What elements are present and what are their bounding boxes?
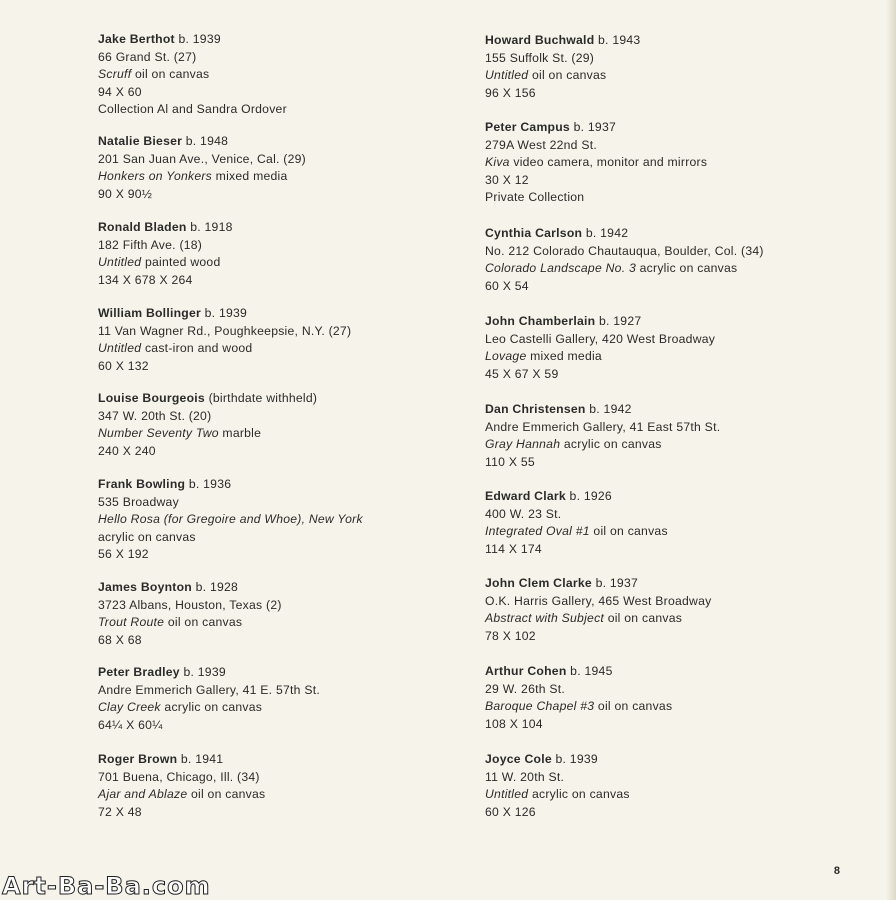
artwork-title: Gray Hannah	[485, 437, 561, 452]
artist-address: No. 212 Colorado Chautauqua, Boulder, Col. (34)	[485, 243, 764, 258]
artist-name-line	[98, 305, 351, 323]
artwork-medium: marble	[218, 426, 262, 441]
artist-birth: b. 1936	[185, 477, 232, 491]
artist-birth: b. 1939	[551, 752, 598, 766]
artist-name: Edward Clark	[485, 489, 566, 503]
artist-birth: b. 1937	[591, 576, 639, 590]
artist-birth: (birthdate withheld)	[204, 391, 318, 405]
artist-name-line	[98, 476, 363, 494]
artwork-title: Scruff	[98, 67, 132, 82]
artist-birth: b. 1937	[569, 120, 617, 134]
artist-name: Arthur Cohen	[485, 664, 567, 678]
artwork-title: Untitled	[98, 255, 142, 270]
artwork-medium: cast-iron and wood	[141, 341, 253, 356]
artist-name-line	[485, 575, 711, 593]
artwork-medium: acrylic on canvas	[636, 261, 738, 276]
artist-entry	[98, 31, 287, 119]
artwork-detail: 60 X 126	[485, 804, 536, 819]
artist-name-line	[485, 32, 640, 50]
artist-name: James Boynton	[98, 580, 193, 594]
artwork-line	[98, 66, 287, 84]
artist-birth: b. 1942	[582, 226, 629, 240]
artwork-title: Clay Creek	[98, 700, 161, 715]
artist-address: 701 Buena, Chicago, Ill. (34)	[98, 769, 260, 784]
artist-entry	[98, 579, 282, 649]
artist-name-line	[485, 751, 630, 769]
artist-name-line	[485, 225, 764, 243]
artwork-medium: oil on canvas	[528, 68, 607, 83]
artist-entry	[485, 488, 668, 558]
artwork-detail: 60 X 54	[485, 278, 529, 293]
artwork-title: Honkers on Yonkers	[98, 169, 213, 184]
artist-entry	[98, 476, 363, 564]
artwork-title: Integrated Oval #1	[485, 524, 590, 539]
artwork-medium: oil on canvas	[187, 787, 266, 802]
artist-name-line	[98, 133, 306, 151]
artist-name-line	[485, 663, 672, 681]
artist-address: 182 Fifth Ave. (18)	[98, 237, 203, 252]
artist-birth: b. 1928	[192, 580, 239, 594]
artwork-line	[98, 511, 363, 529]
artist-address: 347 W. 20th St. (20)	[98, 408, 212, 423]
artwork-detail: Collection Al and Sandra Ordover	[98, 102, 287, 117]
artwork-title: Lovage	[485, 349, 527, 364]
artist-birth: b. 1943	[594, 33, 641, 47]
artwork-line	[485, 698, 672, 716]
artist-entry	[485, 119, 707, 207]
artist-name-line	[485, 313, 715, 331]
artwork-title: Colorado Landscape No. 3	[485, 261, 636, 276]
artist-entry	[485, 313, 715, 383]
artist-address: O.K. Harris Gallery, 465 West Broadway	[485, 593, 712, 608]
artist-name: Cynthia Carlson	[485, 226, 583, 240]
artist-name: Peter Bradley	[98, 665, 180, 679]
artist-name: Roger Brown	[98, 752, 178, 766]
artwork-line	[485, 67, 640, 85]
artwork-line	[98, 254, 233, 272]
artist-entry	[485, 401, 720, 471]
artwork-title: Trout Route	[98, 615, 165, 630]
artwork-detail: 60 X 132	[98, 358, 149, 373]
artist-address: 11 Van Wagner Rd., Poughkeepsie, N.Y. (27)	[98, 323, 352, 338]
artist-name-line	[98, 31, 287, 49]
artwork-line	[485, 436, 720, 454]
artwork-medium: acrylic on canvas	[160, 700, 263, 715]
artwork-line	[98, 425, 317, 443]
artwork-title: Untitled	[98, 341, 142, 356]
artwork-title: Number Seventy Two	[98, 426, 219, 441]
artist-name-line	[98, 390, 317, 408]
artwork-line	[98, 614, 282, 632]
artwork-detail: 96 X 156	[485, 85, 536, 100]
artist-name-line	[485, 401, 720, 419]
artist-birth: b. 1939	[201, 306, 248, 320]
artist-entry	[485, 663, 672, 733]
artwork-detail: 56 X 192	[98, 547, 149, 562]
artist-address: Leo Castelli Gallery, 420 West Broadway	[485, 331, 716, 346]
artist-name: John Chamberlain	[485, 314, 596, 328]
artwork-detail: 108 X 104	[485, 716, 543, 731]
artwork-detail: 45 X 67 X 59	[485, 366, 559, 381]
watermark: Art-Ba-Ba.com	[2, 872, 211, 900]
artwork-title: Ajar and Ablaze	[98, 787, 188, 802]
artist-address: 66 Grand St. (27)	[98, 49, 197, 64]
artwork-line	[98, 168, 306, 186]
artist-birth: b. 1927	[595, 314, 642, 328]
artwork-detail: 240 X 240	[98, 443, 156, 458]
artist-birth: b. 1942	[585, 402, 632, 416]
artist-name: Peter Campus	[485, 120, 570, 134]
artist-address: 535 Broadway	[98, 494, 179, 509]
artwork-title: Hello Rosa (for Gregoire and Whoe), New York	[98, 512, 363, 527]
artist-name-line	[98, 579, 282, 597]
artist-birth: b. 1939	[174, 32, 221, 46]
artwork-title: Abstract with Subject	[485, 611, 605, 626]
artist-birth: b. 1948	[182, 134, 229, 148]
artwork-medium: oil on canvas	[589, 524, 668, 539]
artist-address: 201 San Juan Ave., Venice, Cal. (29)	[98, 151, 306, 166]
artist-entry	[485, 225, 764, 295]
artwork-detail: 72 X 48	[98, 804, 142, 819]
artwork-line	[98, 699, 320, 717]
artwork-medium: painted wood	[141, 255, 221, 270]
page-edge-shadow	[886, 0, 896, 900]
artist-address: 11 W. 20th St.	[485, 769, 565, 784]
artist-entry	[485, 575, 711, 645]
artist-name-line	[98, 751, 265, 769]
artwork-title: Untitled	[485, 68, 529, 83]
artist-name: Dan Christensen	[485, 402, 586, 416]
artwork-medium: oil on canvas	[594, 699, 673, 714]
artist-name: John Clem Clarke	[485, 576, 592, 590]
artwork-line	[485, 610, 711, 628]
artwork-detail: 30 X 12	[485, 172, 529, 187]
artist-name: Jake Berthot	[98, 32, 175, 46]
artist-address: 29 W. 26th St.	[485, 681, 566, 696]
artwork-line	[485, 260, 764, 278]
artist-birth: b. 1918	[186, 220, 233, 234]
artist-name: Ronald Bladen	[98, 220, 187, 234]
artwork-medium: acrylic on canvas	[528, 787, 630, 802]
artist-name-line	[485, 119, 707, 137]
artist-name: Natalie Bieser	[98, 134, 183, 148]
artwork-detail: Private Collection	[485, 190, 585, 205]
artwork-detail: 110 X 55	[485, 454, 535, 469]
artwork-detail: 68 X 68	[98, 632, 142, 647]
artwork-medium: oil on canvas	[604, 611, 683, 626]
artwork-medium: oil on canvas	[164, 615, 243, 630]
artwork-title: Baroque Chapel #3	[485, 699, 595, 714]
artist-birth: b. 1939	[179, 665, 226, 679]
artwork-line	[98, 786, 265, 804]
artwork-detail: 94 X 60	[98, 84, 142, 99]
artist-entry	[98, 751, 265, 821]
artist-entry	[98, 219, 233, 289]
artist-birth: b. 1926	[565, 489, 612, 503]
artist-address: 279A West 22nd St.	[485, 137, 598, 152]
page-number: 8	[833, 865, 840, 877]
artwork-medium: acrylic on canvas	[560, 437, 662, 452]
artwork-detail: acrylic on canvas	[98, 529, 196, 544]
artist-entry	[98, 133, 306, 203]
artwork-medium: mixed media	[526, 349, 602, 364]
artist-entry	[98, 305, 351, 375]
artwork-line	[485, 786, 630, 804]
artist-name: Louise Bourgeois	[98, 391, 205, 405]
artist-name-line	[98, 219, 233, 237]
artwork-line	[485, 154, 707, 172]
artist-address: 3723 Albans, Houston, Texas (2)	[98, 597, 282, 612]
artist-name: Joyce Cole	[485, 752, 552, 766]
artwork-title: Untitled	[485, 787, 529, 802]
artist-entry	[485, 751, 630, 821]
artist-entry	[485, 32, 640, 102]
artist-address: Andre Emmerich Gallery, 41 East 57th St.	[485, 419, 721, 434]
artist-entry	[98, 664, 320, 734]
artwork-detail: 90 X 90½	[98, 186, 153, 201]
artwork-line	[98, 340, 351, 358]
artwork-detail: 114 X 174	[485, 541, 542, 556]
artwork-line	[485, 348, 715, 366]
artist-birth: b. 1941	[177, 752, 224, 766]
artist-entry	[98, 390, 317, 460]
artist-birth: b. 1945	[566, 664, 613, 678]
artist-name: William Bollinger	[98, 306, 202, 320]
artist-name: Frank Bowling	[98, 477, 186, 491]
artist-name-line	[485, 488, 668, 506]
artwork-detail: 64¼ X 60¼	[98, 717, 163, 732]
artist-address: 155 Suffolk St. (29)	[485, 50, 595, 65]
artwork-medium: mixed media	[212, 169, 288, 184]
artwork-title: Kiva	[485, 155, 510, 170]
artwork-line	[485, 523, 668, 541]
artist-name-line	[98, 664, 320, 682]
artwork-detail: 78 X 102	[485, 628, 536, 643]
artwork-medium: video camera, monitor and mirrors	[509, 155, 708, 170]
artist-address: 400 W. 23 St.	[485, 506, 562, 521]
artist-address: Andre Emmerich Gallery, 41 E. 57th St.	[98, 682, 320, 697]
artist-name: Howard Buchwald	[485, 33, 595, 47]
artwork-medium: oil on canvas	[131, 67, 210, 82]
artwork-detail: 134 X 678 X 264	[98, 272, 193, 287]
